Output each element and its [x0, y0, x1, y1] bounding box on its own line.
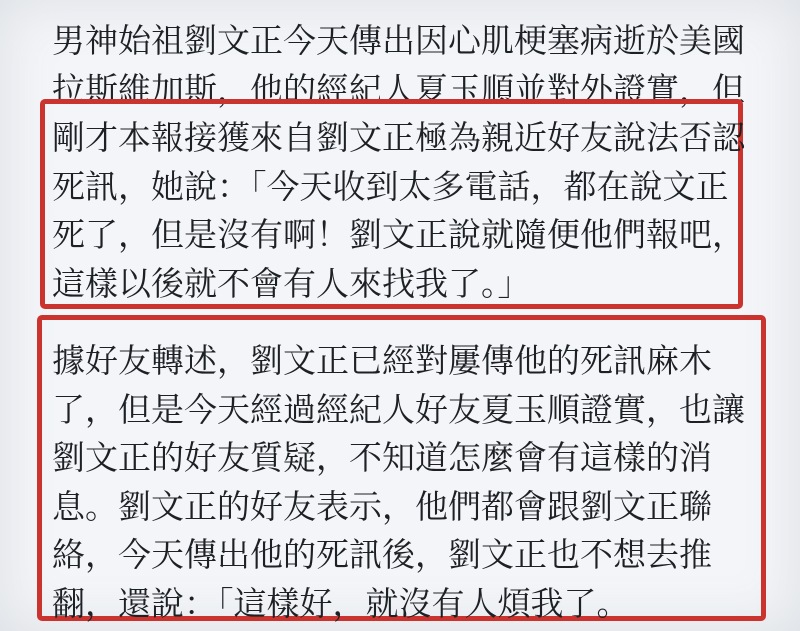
claim-line: 死訊，她說：「今天收到太多電話，都在說文正 [52, 167, 729, 205]
detail-line: 翻，還說：「這樣好，就沒有人煩我了。 [52, 584, 630, 622]
detail-line: 息。劉文正的好友表示，他們都會跟劉文正聯 [52, 487, 712, 525]
detail-line: 劉文正的好友質疑，不知道怎麼會有這樣的消 [52, 439, 712, 476]
denial-claim-paragraph [52, 114, 745, 308]
detail-line: 了，但是今天經過經紀人好友夏玉順證實，也讓 [52, 390, 745, 428]
claim-line: 這樣以後就不會有人來找我了。」 [52, 264, 531, 302]
claim-line: 死了，但是沒有啊！劉文正說就隨便他們報吧， [52, 216, 745, 253]
intro-line: 男神始祖劉文正今天傳出因心肌梗塞病逝於美國 [52, 22, 745, 59]
detail-line: 絡，今天傳出他的死訊後，劉文正也不想去推 [52, 536, 712, 573]
detail-line: 據好友轉述，劉文正已經對屢傳他的死訊麻木 [52, 342, 712, 379]
friend-account-paragraph [52, 337, 745, 628]
claim-line: 剛才本報接獲來自劉文正極為親近好友說法否認 [52, 119, 745, 156]
intro-line: 拉斯維加斯，他的經紀人夏玉順並對外證實，但 [52, 70, 745, 108]
intro-paragraph [52, 17, 745, 114]
